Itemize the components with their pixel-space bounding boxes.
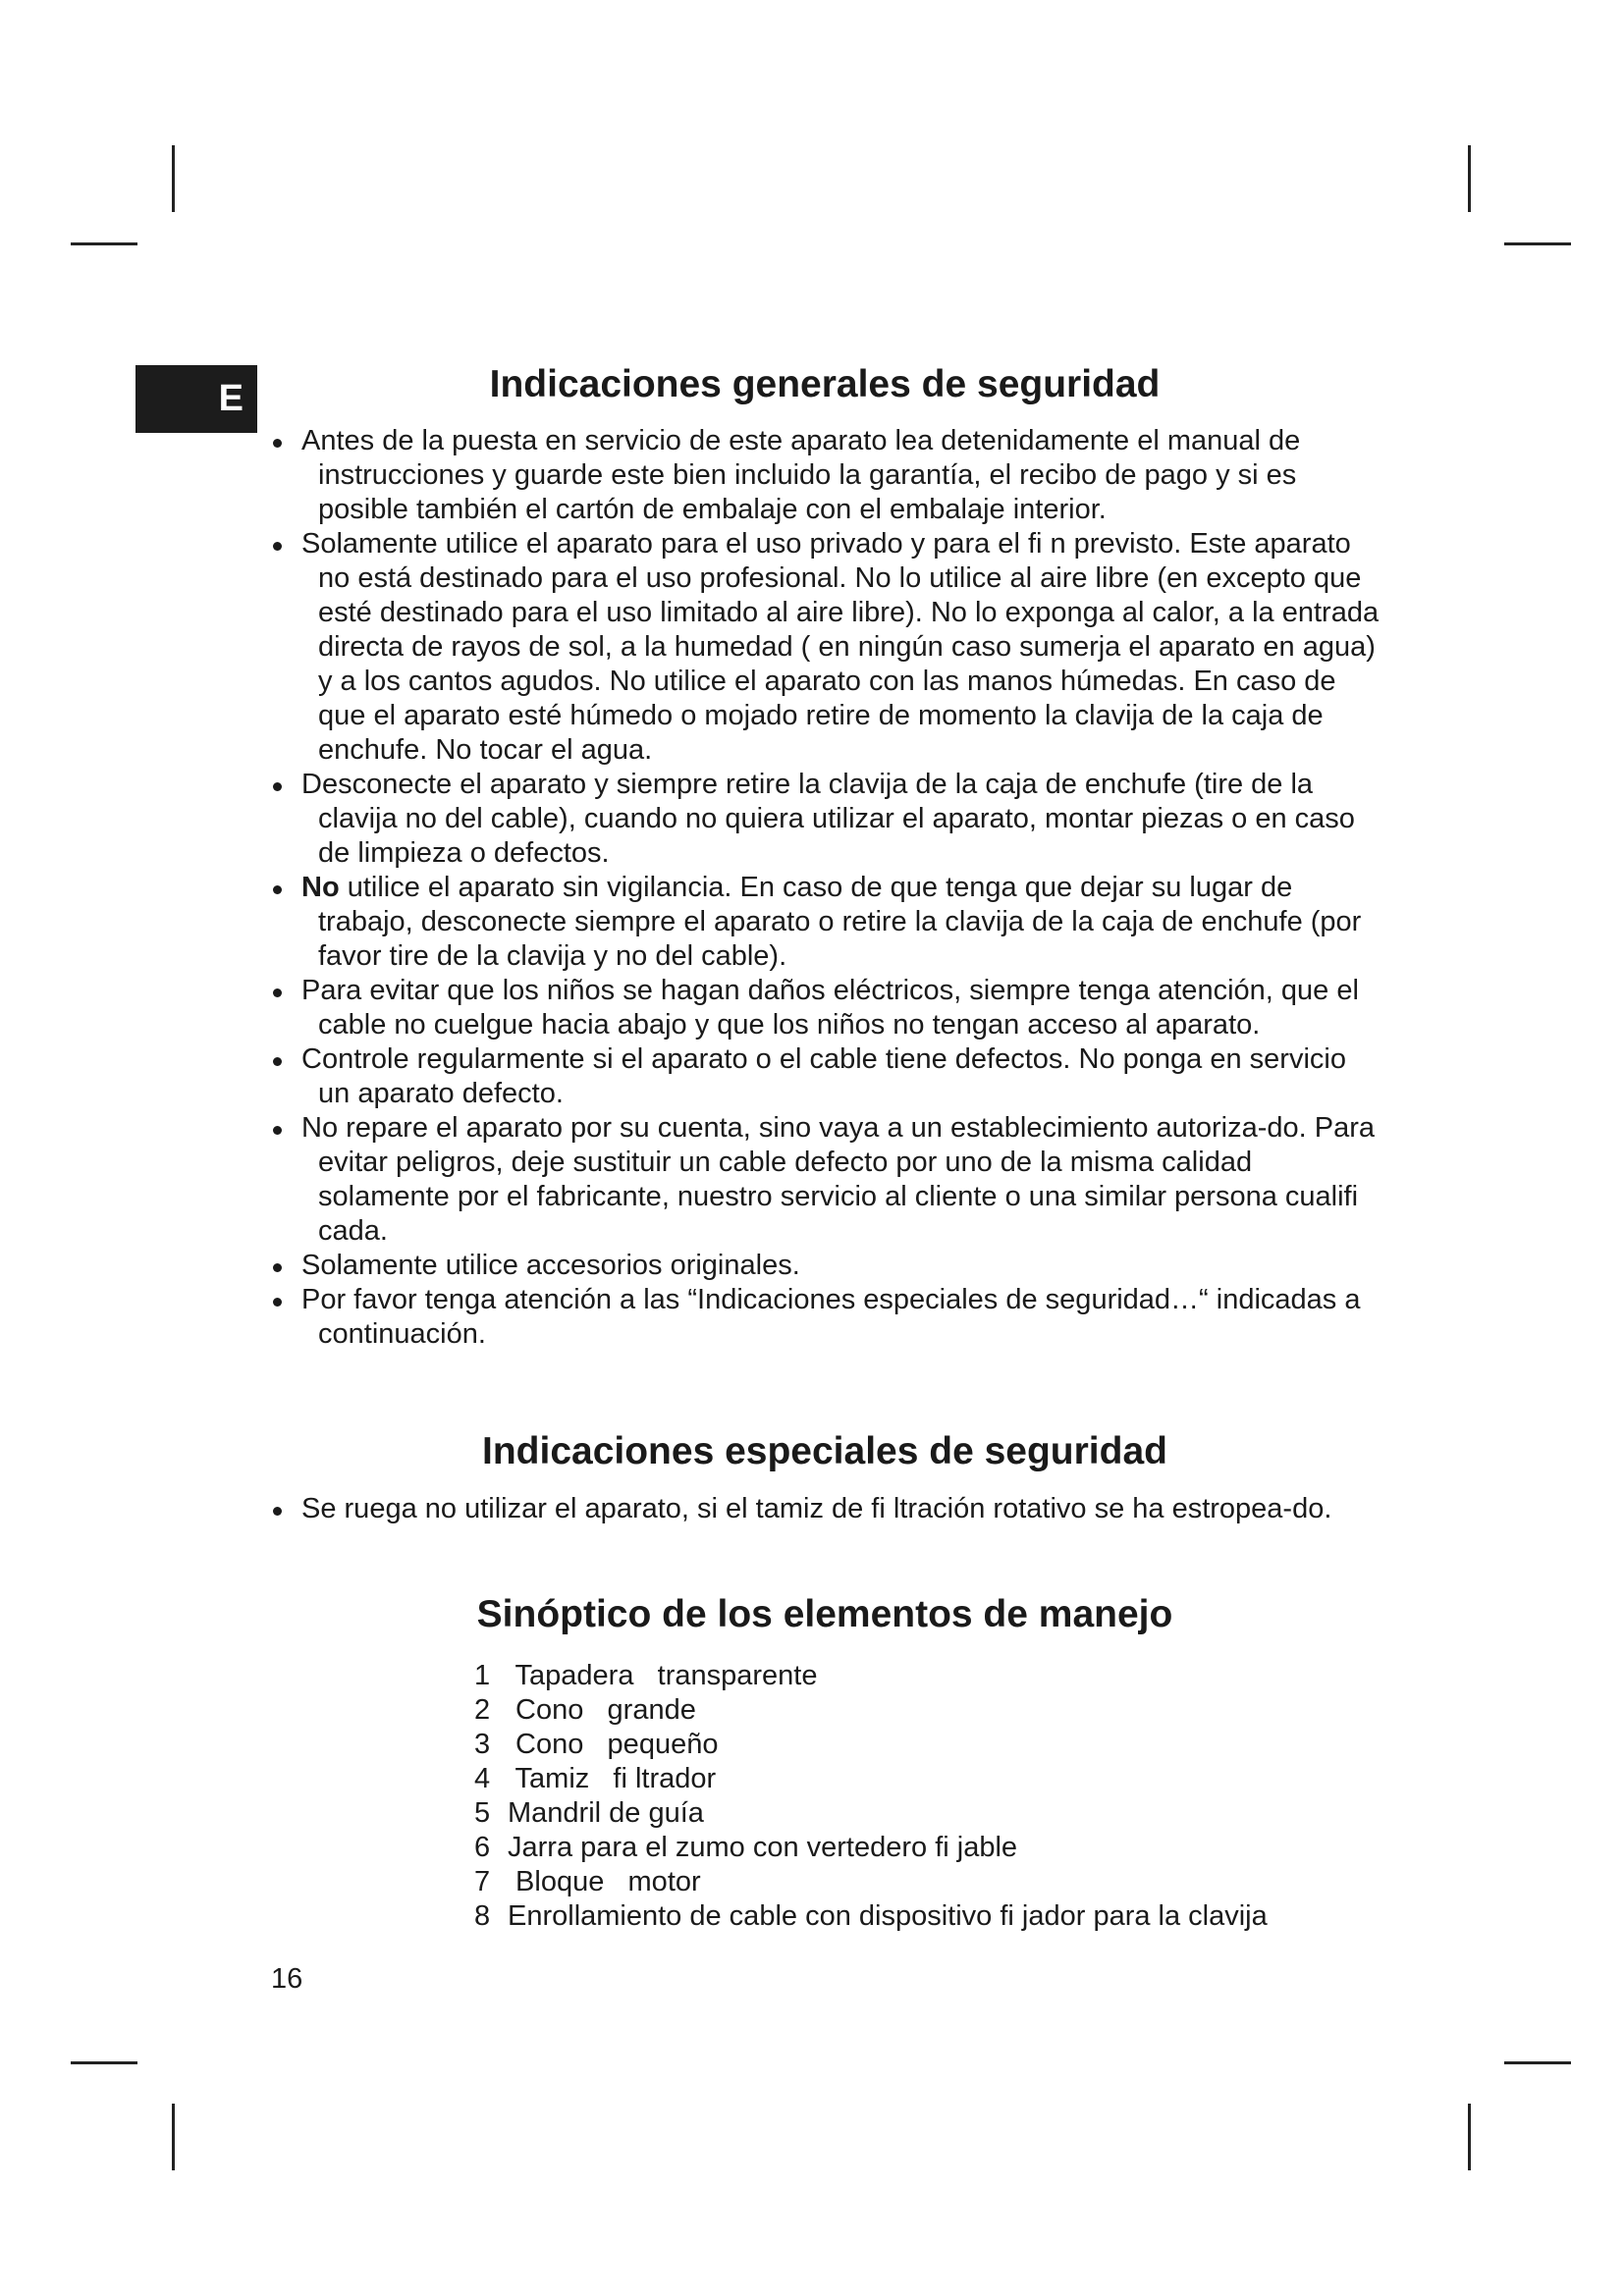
crop-mark-top-left-vertical (172, 145, 175, 212)
list-item: Solamente utilice accesorios originales. (263, 1249, 1382, 1283)
general-safety-heading: Indicaciones generales de seguridad (489, 363, 1161, 405)
list-item: Se ruega no utilizar el aparato, si el tamiz de fi ltración rotativo se ha estropea-do. (263, 1492, 1382, 1526)
part-item: 8 Enrollamiento de cable con dispositivo fi jador para la clavija (474, 1900, 1268, 1932)
list-item: Desconecte el aparato y siempre retire la clavija de la caja de enchufe (tire de la clavija no del cable), cuando no quiera utilizar el aparato, montar piezas o en caso de limpieza o defectos. (263, 768, 1382, 871)
part-item: 1 Tapadera transparente (474, 1660, 818, 1691)
page-number: 16 (271, 1963, 303, 1995)
part-item: 6 Jarra para el zumo con vertedero fi jable (474, 1832, 1018, 1863)
part-item: 5 Mandril de guía (474, 1797, 704, 1829)
controls-overview-heading: Sinóptico de los elementos de manejo (476, 1593, 1173, 1635)
crop-mark-top-right-horizontal (1504, 242, 1571, 245)
part-item: 2 Cono grande (474, 1694, 696, 1726)
list-item: Para evitar que los niños se hagan daños eléctricos, siempre tenga atención, que el cable no cuelgue hacia abajo y que los niños no tengan acceso al aparato. (263, 974, 1382, 1042)
part-item: 3 Cono pequeño (474, 1729, 719, 1760)
crop-mark-bottom-right-vertical (1468, 2104, 1471, 2170)
list-item: Solamente utilice el aparato para el uso privado y para el fi n previsto. Este aparato no está destinado para el uso profesional. No lo utilice al aire libre (en excepto que esté destinado para el uso limitado al aire libre). No lo exponga al calor, a la entrada directa de rayos de sol, a la humedad ( en ningún caso sumerja el aparato en agua) y a los cantos agudos. No utilice el aparato con las manos húmedas. En caso de que el aparato esté húmedo o mojado retire de momento la clavija de la caja de enchufe. No tocar el agua. (263, 527, 1382, 768)
crop-mark-top-right-vertical (1468, 145, 1471, 212)
list-item: No repare el aparato por su cuenta, sino vaya a un establecimiento autoriza-do. Para evitar peligros, deje sustituir un cable defecto por uno de la misma calidad solamente por el fabricante, nuestro servicio al cliente o una similar persona cualifi cada. (263, 1111, 1382, 1249)
crop-mark-bottom-right-horizontal (1504, 2061, 1571, 2064)
list-item: Por favor tenga atención a las “Indicaciones especiales de seguridad…“ indicadas a continuación. (263, 1283, 1382, 1352)
special-safety-list (263, 1492, 1382, 1526)
emphasis-word: No (301, 872, 340, 903)
list-item: Controle regularmente si el aparato o el cable tiene defectos. No ponga en servicio un aparato defecto. (263, 1042, 1382, 1111)
crop-mark-bottom-left-horizontal (71, 2061, 137, 2064)
part-item: 4 Tamiz fi ltrador (474, 1763, 717, 1794)
part-item: 7 Bloque motor (474, 1866, 701, 1897)
crop-mark-bottom-left-vertical (172, 2104, 175, 2170)
special-safety-heading: Indicaciones especiales de seguridad (482, 1430, 1167, 1472)
language-tab: E (135, 365, 257, 433)
list-item: Antes de la puesta en servicio de este aparato lea detenidamente el manual de instrucciones y guarde este bien incluido la garantía, el recibo de pago y si es posible también el cartón de embalaje con el embalaje interior. (263, 424, 1382, 527)
general-safety-list (263, 424, 1382, 1352)
list-item: No utilice el aparato sin vigilancia. En caso de que tenga que dejar su lugar de trabajo, desconecte siempre el aparato o retire la clavija de la caja de enchufe (por favor tire de la clavija y no del cable). (263, 871, 1382, 974)
crop-mark-top-left-horizontal (71, 242, 137, 245)
parts-list (474, 1659, 1268, 1934)
